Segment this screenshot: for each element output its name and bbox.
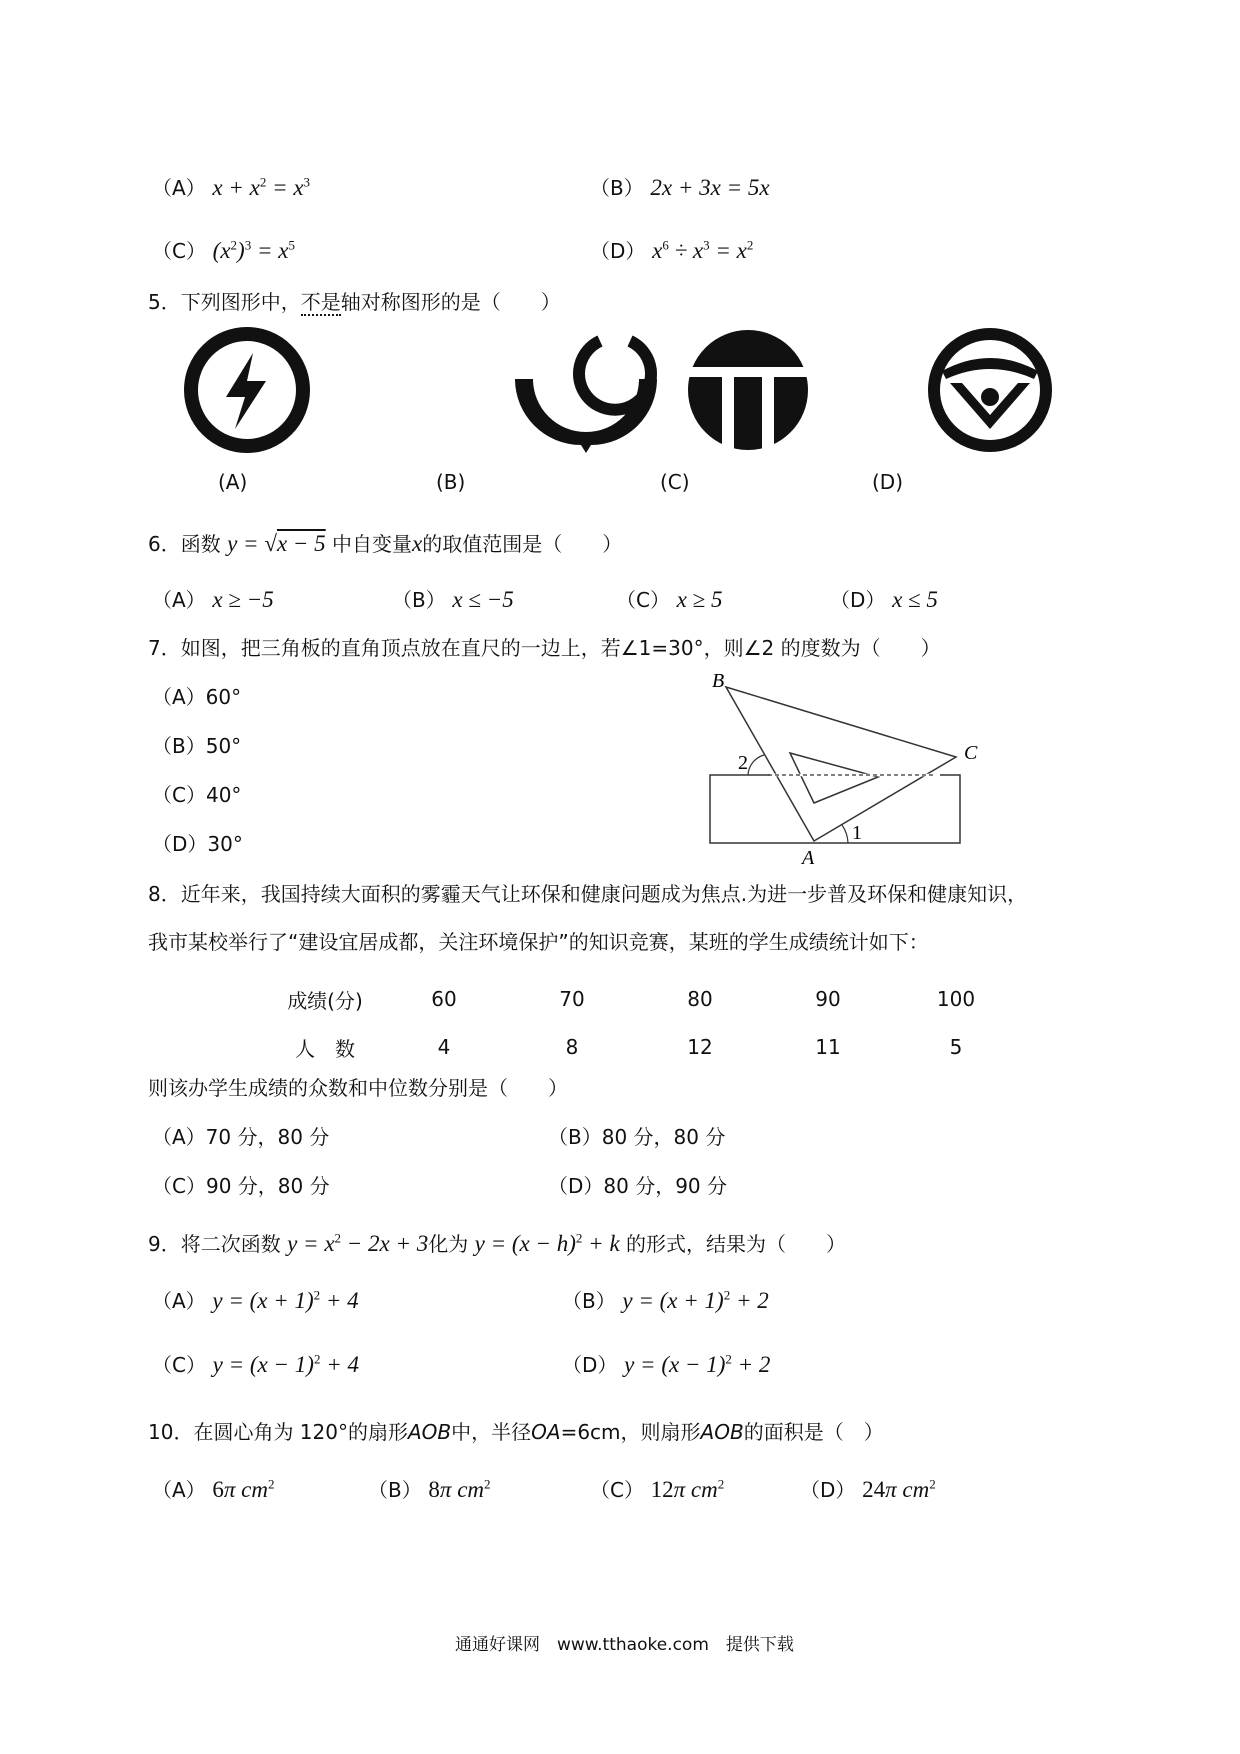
table-cell: 11 xyxy=(815,1035,841,1059)
label-angle1: 1 xyxy=(852,822,862,844)
label-b: B xyxy=(712,670,725,692)
q9-option-a: （A） $y = (x + 1)^2 + 4$ xyxy=(152,1287,359,1313)
q7-stem: 7．如图，把三角板的直角顶点放在直尺的一边上，若∠1=30°，则∠2 的度数为（ ） xyxy=(148,636,941,660)
q4-option-b: （B） 2x + 3x = 5x xyxy=(590,175,770,200)
q5-figures xyxy=(150,325,1090,460)
q8-option-b: （B）80 分，80 分 xyxy=(548,1125,726,1149)
lightning-bolt-icon xyxy=(191,334,303,446)
q10-option-d: （D） 24π $cm^2$ xyxy=(800,1476,936,1502)
q6-stem: 6．函数 y = √x − 5 中自变量x的取值范围是（ ） xyxy=(148,531,623,556)
table-cell: 12 xyxy=(687,1035,713,1059)
q9-option-d: （D） $y = (x - 1)^2 + 2$ xyxy=(562,1351,771,1377)
q7-figure xyxy=(690,665,1010,870)
q4-option-a: （A） $x + x^2 = x^3$ xyxy=(152,174,311,200)
q8-option-a: （A）70 分，80 分 xyxy=(152,1125,330,1149)
q4-d-expression: $x^6 \div x^3 = x^2$ xyxy=(652,237,754,263)
q9-option-b: （B） $y = (x + 1)^2 + 2$ xyxy=(562,1287,769,1313)
table-cell: 60 xyxy=(431,987,457,1011)
angle2-arc xyxy=(748,755,764,775)
q8-question: 则该办学生成绩的众数和中位数分别是（ ） xyxy=(148,1076,568,1100)
q7-option-d: （D）30° xyxy=(152,832,243,856)
table-cell: 70 xyxy=(559,987,585,1011)
triangle-outer xyxy=(726,687,956,841)
label-a: A xyxy=(802,847,815,869)
table-cell: 80 xyxy=(687,987,713,1011)
table-cell: 8 xyxy=(565,1035,579,1059)
q5-label-b: (B) xyxy=(436,470,466,494)
q4-option-d: （D） $x^6 \div x^3 = x^2$ xyxy=(590,237,754,263)
q10-option-b: （B） 8π $cm^2$ xyxy=(368,1476,491,1502)
footer-text: 通通好课网 www.tthaoke.com 提供下载 xyxy=(455,1635,794,1655)
q9-original-function: $y = x^2 - 2x + 3$ xyxy=(287,1230,429,1256)
q7-option-b: （B）50° xyxy=(152,734,242,758)
q5-label-c: (C) xyxy=(660,470,690,494)
table-cell: 90 xyxy=(815,987,841,1011)
q8-option-c: （C）90 分，80 分 xyxy=(152,1174,330,1198)
q6-option-a: （A） x ≥ −5 xyxy=(152,587,274,612)
q4-a-expression: $x + x^2 = x^3$ xyxy=(212,174,311,200)
ruler xyxy=(710,775,960,843)
q8-line2: 我市某校举行了“建设宜居成都，关注环境保护”的知识竞赛，某班的学生成绩统计如下： xyxy=(148,930,929,954)
table-cell: 4 xyxy=(437,1035,451,1059)
q6-option-d: （D） x ≤ 5 xyxy=(830,587,938,612)
label-c: C xyxy=(964,742,978,764)
q4-c-expression: $(x^2)^3 = x^5$ xyxy=(212,237,295,263)
q10-option-a: （A） 6π $cm^2$ xyxy=(152,1476,275,1502)
q10-option-c: （C） 12π $cm^2$ xyxy=(590,1476,725,1502)
table-row xyxy=(270,975,1020,1023)
q6-var: x xyxy=(412,531,423,556)
q6-option-b: （B） x ≤ −5 xyxy=(392,587,514,612)
triangle-inner xyxy=(790,753,878,803)
q6-option-c: （C） x ≥ 5 xyxy=(616,587,723,612)
q10-stem: 10．在圆心角为 120°的扇形AOB中，半径OA=6cm，则扇形AOB的面积是（ ） xyxy=(148,1420,884,1444)
angle1-arc xyxy=(842,825,848,843)
wheel-v-icon xyxy=(934,334,1046,446)
q6-function: y = √x − 5 xyxy=(227,531,326,556)
q4-option-c: （C） $(x^2)^3 = x^5$ xyxy=(152,237,295,263)
ring-cup-icon xyxy=(515,341,657,453)
q9-stem: 9．将二次函数 $y = x^2 - 2x + 3$化为 $y = (x - h)^2 + k$ 的形式，结果为（ ） xyxy=(148,1230,847,1256)
q7-option-c: （C）40° xyxy=(152,783,242,807)
q8-line1: 8．近年来，我国持续大面积的雾霾天气让环保和健康问题成为焦点.为进一步普及环保和健康知识， xyxy=(148,882,1028,906)
table-cell: 5 xyxy=(949,1035,963,1059)
q8-option-d: （D）80 分，90 分 xyxy=(548,1174,728,1198)
table-header-score: 成绩(分) xyxy=(287,988,363,1013)
table-row xyxy=(270,1023,1020,1071)
q5-label-a: (A) xyxy=(218,470,248,494)
t-emblem-icon xyxy=(686,330,810,457)
q9-target-form: $y = (x - h)^2 + k$ xyxy=(474,1230,620,1256)
table-header-count: 人 数 xyxy=(295,1036,355,1061)
q9-option-c: （C） $y = (x - 1)^2 + 4$ xyxy=(152,1351,359,1377)
q7-option-a: （A）60° xyxy=(152,685,242,709)
q5-stem: 5．下列图形中，不是轴对称图形的是（ ） xyxy=(148,290,561,314)
q5-label-d: (D) xyxy=(872,470,904,494)
table-cell: 100 xyxy=(936,987,976,1011)
label-angle2: 2 xyxy=(738,752,748,774)
score-table xyxy=(270,975,1020,1071)
